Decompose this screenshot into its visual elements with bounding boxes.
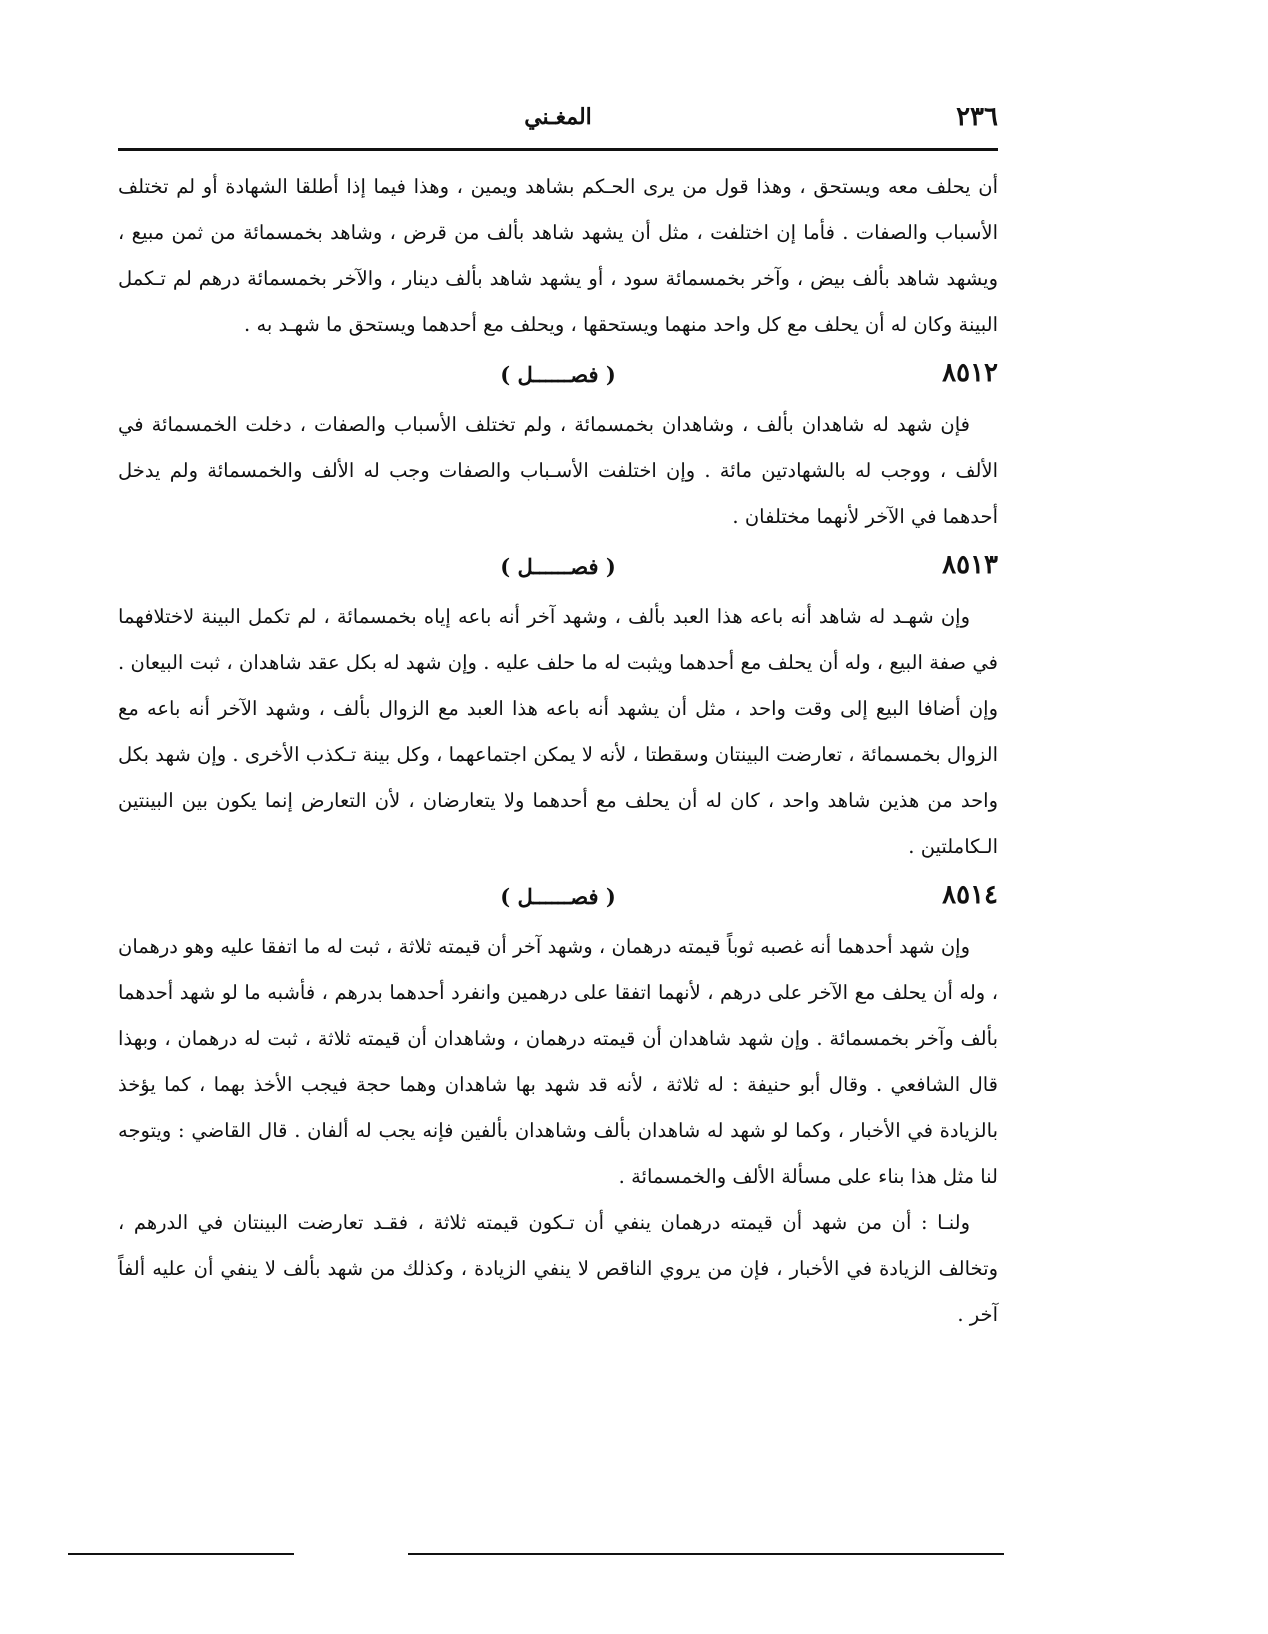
section-paragraph: فإن شهد له شاهدان بألف ، وشاهدان بخمسمائة ، ولم تختلف الأسباب والصفات ، دخلت الخمسمائة في الألف ، ووجب له بالشهادتين مائة . وإن اختلفت الأسـباب والصفات وجب له الألف والخمسمائة ولم يدخل أحدهما في الآخر لأنهما مختلفان . [118,413,998,528]
page-number: ٢٣٦ [956,102,998,132]
section-number: ٨٥١٤ [942,880,998,910]
section-label: ( فصــــــل ) [500,554,616,579]
section-heading-8512 [118,356,998,402]
header-rule [118,148,998,151]
book-page [118,0,998,1634]
section-label: ( فصــــــل ) [500,884,616,909]
section-paragraph: ولنـا : أن من شهد أن قيمته درهمان ينفي أن تـكون قيمته ثلاثة ، فقـد تعارضت البينتان في الدرهم ، وتخالف الزيادة في الأخبار ، فإن من يروي الناقص لا ينفي الزيادة ، وكذلك من شهد بألف لا ينفي أن عليه ألفاً آخر . [118,1211,998,1326]
section-heading-8513 [118,548,998,594]
section-paragraph: وإن شهـد له شاهد أنه باعه هذا العبد بألف ، وشهد آخر أنه باعه إياه بخمسمائة ، لم تكمل البينة لاختلافهما في صفة البيع ، وله أن يحلف مع أحدهما ويثبت له ما حلف عليه . وإن شهد له بكل عقد شاهدان ، ثبت البيعان . وإن أضافا البيع إلى وقت واحد ، مثل أن يشهد أنه باعه هذا العبد مع الزوال بألف ، وشهد الآخر أنه باعه مع الزوال بخمسمائة ، تعارضت البينتان وسقطتا ، لأنه لا يمكن اجتماعهما ، وكل بينة تـكذب الأخرى . وإن شهد بكل واحد من هذين شاهد واحد ، كان له أن يحلف مع أحدهما ولا يتعارضان ، لأن التعارض إنما يكون بين البينتين الـكاملتين . [118,605,998,858]
footer-rule-right [408,1553,1004,1555]
section-paragraph: وإن شهد أحدهما أنه غصبه ثوباً قيمته درهمان ، وشهد آخر أن قيمته ثلاثة ، ثبت له ما اتفقا عليه وهو درهمان ، وله أن يحلف مع الآخر على درهم ، لأنهما اتفقا على درهمين وانفرد أحدهما بدرهم ، فأشبه ما لو شهد أحدهما بألف وآخر بخمسمائة . وإن شهد شاهدان أن قيمته درهمان ، وشاهدان أن قيمته ثلاثة ، ثبت له درهمان ، وبهذا قال الشافعي . وقال أبو حنيفة : له ثلاثة ، لأنه قد شهد بها شاهدان وهما حجة فيجب الأخذ بهما ، كما يؤخذ بالزيادة في الأخبار ، وكما لو شهد له شاهدان بألف وشاهدان بألفين فإنه يجب له ألفان . قال القاضي : ويتوجه لنا مثل هذا بناء على مسألة الألف والخمسمائة . [118,935,998,1188]
body-text [118,164,998,1338]
section-number: ٨٥١٢ [942,358,998,388]
footer-rule-left [68,1553,294,1555]
page-header [118,96,998,144]
running-title: المغـني [524,104,592,130]
intro-paragraph: أن يحلف معه ويستحق ، وهذا قول من يرى الحـكم بشاهد ويمين ، وهذا فيما إذا أطلقا الشهادة أو لم تختلف الأسباب والصفات . فأما إن اختلفت ، مثل أن يشهد شاهد بألف من قرض ، وشاهد بخمسمائة من ثمن مبيع ، ويشهد شاهد بألف بيض ، وآخر بخمسمائة سود ، أو يشهد شاهد بألف دينار ، والآخر بخمسمائة درهم لم تـكمل البينة وكان له أن يحلف مع كل واحد منهما ويستحقها ، ويحلف مع أحدهما ويستحق ما شهـد به . [118,175,998,336]
section-heading-8514 [118,878,998,924]
section-label: ( فصــــــل ) [500,362,616,387]
section-number: ٨٥١٣ [942,550,998,580]
